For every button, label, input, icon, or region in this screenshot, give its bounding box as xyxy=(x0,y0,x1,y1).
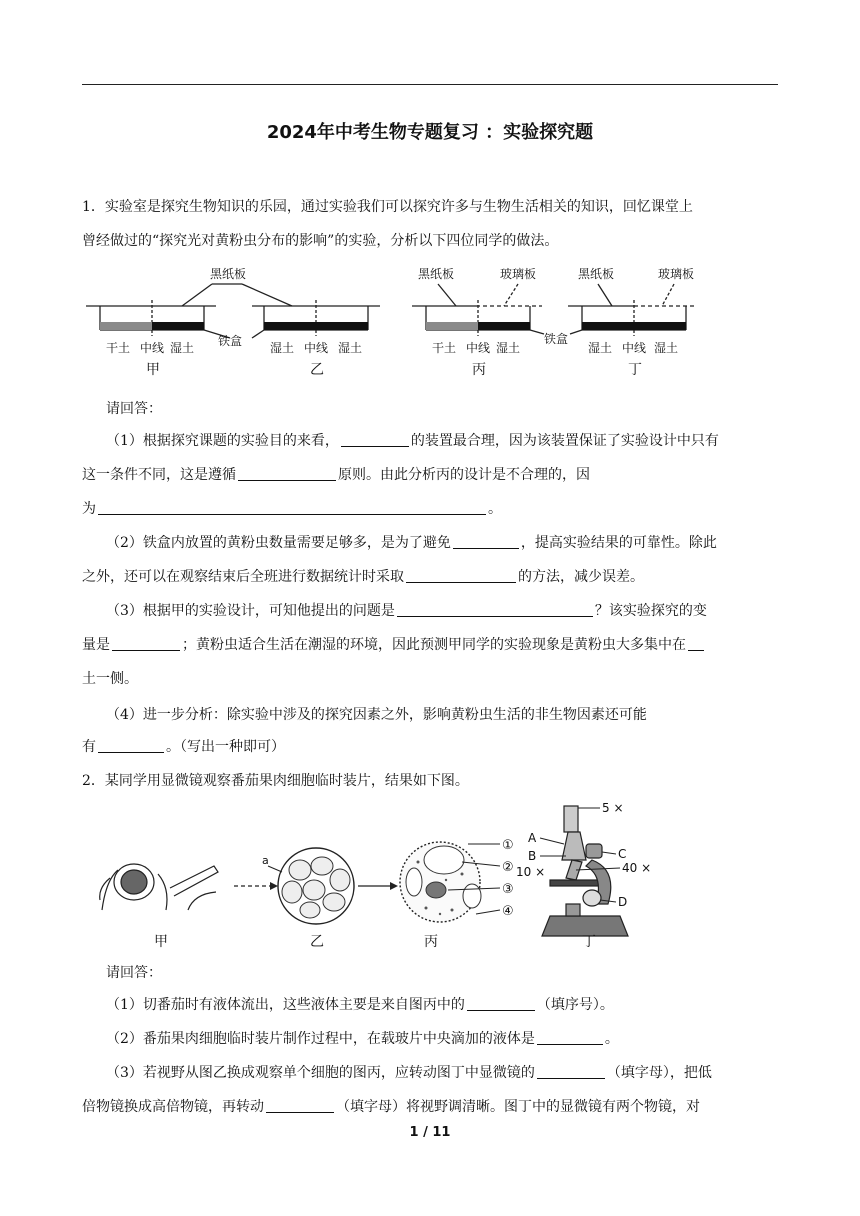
label-40x: 40 × xyxy=(622,861,652,875)
label-black-board: 黑纸板 xyxy=(418,267,455,281)
label-wet-soil: 湿土 xyxy=(170,341,195,355)
label-mid-line: 中线 xyxy=(622,341,647,355)
answer-blank[interactable] xyxy=(537,1030,603,1045)
label-mid-line: 中线 xyxy=(304,341,329,355)
q2-please-answer: 请回答： xyxy=(106,965,162,981)
label-ding: 丁 xyxy=(628,362,642,378)
q1-part-1-line-3: 为 。 xyxy=(82,501,502,517)
wet-soil-fill xyxy=(152,322,204,330)
q1-intro-line-1: 1．实验室是探究生物知识的乐园，通过实验我们可以探究许多与生物生活相关的知识，回忆课堂上 xyxy=(82,199,693,215)
answer-blank[interactable] xyxy=(688,636,704,651)
label-B: B xyxy=(528,849,537,863)
q1-part-3-line-2: 量是 ；黄粉虫适合生活在潮湿的环境，因此预测甲同学的实验现象是黄粉虫大多集中在 xyxy=(82,635,706,655)
label-bing: 丙 xyxy=(472,362,486,378)
q1-intro-line-2: 曾经做过的“探究光对黄粉虫分布的影响”的实验，分析以下四位同学的做法。 xyxy=(82,233,559,249)
label-wet-soil: 湿土 xyxy=(338,341,363,355)
answer-blank[interactable] xyxy=(98,738,164,753)
wet-soil-fill xyxy=(478,322,530,330)
label-C: C xyxy=(618,847,627,861)
label-wet-soil: 湿土 xyxy=(588,341,613,355)
label-a: a xyxy=(262,854,269,867)
label-wet-soil: 湿土 xyxy=(270,341,295,355)
page-title: 2024年中考生物专题复习 ：实验探究题 xyxy=(266,122,594,143)
dry-soil-fill xyxy=(100,322,152,330)
label-yi: 乙 xyxy=(310,362,324,378)
label-3: ③ xyxy=(502,882,514,897)
q2-part-2: （2）番茄果肉细胞临时装片制作过程中，在载玻片中央滴加的液体是 。 xyxy=(106,1031,619,1047)
label-mid-line: 中线 xyxy=(466,341,491,355)
wet-soil-fill xyxy=(264,322,368,330)
label-ding: 丁 xyxy=(582,934,596,950)
label-jia: 甲 xyxy=(146,362,160,378)
label-iron-box: 铁盒 xyxy=(218,334,243,348)
label-dry-soil: 干土 xyxy=(106,341,131,355)
label-A: A xyxy=(528,831,537,845)
label-yi: 乙 xyxy=(310,934,324,950)
q1-part-1-line-2: 这一条件不同，这是遵循 原则。由此分析丙的设计是不合理的，因 xyxy=(82,467,590,483)
label-bing: 丙 xyxy=(424,934,438,950)
label-glass-board: 玻璃板 xyxy=(658,267,695,281)
q1-part-2-line-1: （2）铁盒内放置的黄粉虫数量需要足够多，是为了避免 ，提高实验结果的可靠性。除此 xyxy=(106,535,717,551)
q2-part-1: （1）切番茄时有液体流出，这些液体主要是来自图丙中的 （填序号）。 xyxy=(106,997,614,1013)
label-2: ② xyxy=(502,860,514,875)
label-D: D xyxy=(618,895,628,909)
q1-please-answer: 请回答： xyxy=(106,401,162,417)
answer-blank[interactable] xyxy=(238,466,336,481)
wet-soil-fill xyxy=(582,322,686,330)
q1-part-4-line-1: （4）进一步分析：除实验中涉及的探究因素之外，影响黄粉虫生活的非生物因素还可能 xyxy=(106,707,647,723)
dry-soil-fill xyxy=(426,322,478,330)
label-4: ④ xyxy=(502,904,514,919)
label-black-board: 黑纸板 xyxy=(210,267,247,281)
q2-figure-microscope xyxy=(96,800,706,952)
label-wet-soil: 湿土 xyxy=(654,341,679,355)
label-1: ① xyxy=(502,838,514,853)
label-dry-soil: 干土 xyxy=(432,341,457,355)
label-wet-soil: 湿土 xyxy=(496,341,521,355)
q1-figure-light-experiment xyxy=(82,262,702,384)
q1-part-2-line-2: 之外，还可以在观察结束后全班进行数据统计时采取 的方法，减少误差。 xyxy=(82,569,644,585)
q2-part-3-line-2: 倍物镜换成高倍物镜，再转动 （填字母）将视野调清晰。图丁中的显微镜有两个物镜，对 xyxy=(82,1099,700,1115)
q1-part-3-line-3: 土一侧。 xyxy=(82,671,138,687)
answer-blank[interactable] xyxy=(397,602,593,617)
answer-blank[interactable] xyxy=(98,500,486,515)
label-iron-box: 铁盒 xyxy=(544,332,569,346)
q2-intro: 2．某同学用显微镜观察番茄果肉细胞临时装片，结果如下图。 xyxy=(82,773,469,789)
label-5x: 5 × xyxy=(602,801,624,815)
label-black-board: 黑纸板 xyxy=(578,267,615,281)
label-glass-board: 玻璃板 xyxy=(500,267,537,281)
q1-part-4-line-2: 有 。（写出一种即可） xyxy=(82,739,285,755)
answer-blank[interactable] xyxy=(406,568,516,583)
header-rule xyxy=(82,84,778,85)
page-number: 1 / 11 xyxy=(409,1125,451,1140)
answer-blank[interactable] xyxy=(112,636,180,651)
answer-blank[interactable] xyxy=(341,432,409,447)
label-10x: 10 × xyxy=(516,865,546,879)
q1-part-1-line-1: （1）根据探究课题的实验目的来看， 的装置最合理，因为该装置保证了实验设计中只有 xyxy=(106,433,719,449)
label-jia: 甲 xyxy=(154,934,168,950)
answer-blank[interactable] xyxy=(453,534,519,549)
answer-blank[interactable] xyxy=(467,996,535,1011)
label-mid-line: 中线 xyxy=(140,341,165,355)
answer-blank[interactable] xyxy=(537,1064,605,1079)
answer-blank[interactable] xyxy=(266,1098,334,1113)
q1-part-3-line-1: （3）根据甲的实验设计，可知他提出的问题是 ？该实验探究的变 xyxy=(106,603,707,619)
q2-part-3-line-1: （3）若视野从图乙换成观察单个细胞的图丙，应转动图丁中显微镜的 （填字母），把低 xyxy=(106,1065,712,1081)
